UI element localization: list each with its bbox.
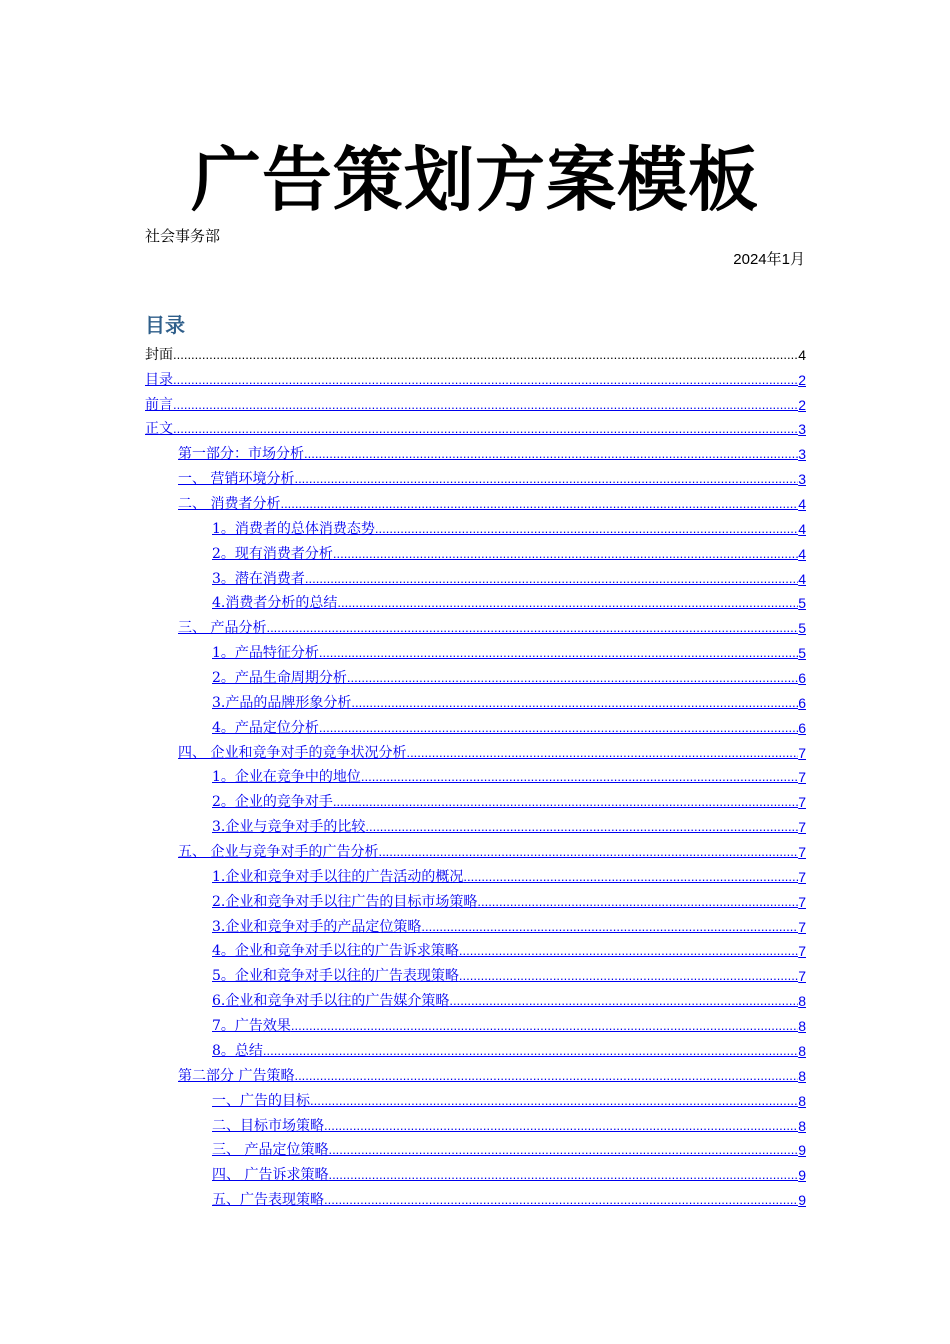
- toc-item: [145, 1011, 806, 1036]
- toc-dot-leader: [263, 1041, 798, 1061]
- toc-dot-leader: [310, 1091, 798, 1111]
- toc-entry-text: 7。广告效果: [212, 1018, 291, 1035]
- toc-dot-leader: [291, 1016, 798, 1036]
- toc-entry-text: 四、 企业和竞争对手的竞争状况分析: [178, 744, 407, 761]
- toc-entry-link[interactable]: [145, 1011, 806, 1036]
- toc-dot-leader: [337, 593, 798, 613]
- toc-page-number: 6: [798, 670, 806, 687]
- toc-entry-link[interactable]: [145, 1111, 806, 1136]
- toc-item: [145, 390, 806, 415]
- toc-item: [145, 763, 806, 788]
- toc-page-number: 8: [798, 1117, 806, 1134]
- toc-entry-text: 一、 营销环境分析: [178, 471, 295, 488]
- document-date: 2024年1月: [733, 251, 805, 268]
- toc-entry-text: 3.产品的品牌形象分析: [212, 694, 352, 711]
- toc-entry-link: [145, 340, 806, 365]
- toc-dot-leader: [351, 693, 798, 713]
- toc-item: [145, 1160, 806, 1185]
- toc-item: [145, 464, 806, 489]
- toc-entry-link[interactable]: [145, 961, 806, 986]
- toc-item: [145, 638, 806, 663]
- toc-item: [145, 539, 806, 564]
- toc-entry-text: 1.企业和竞争对手以往的广告活动的概况: [212, 868, 464, 885]
- toc-entry-link[interactable]: [145, 763, 806, 788]
- toc-dot-leader: [406, 743, 798, 763]
- toc-page-number: 6: [798, 694, 806, 711]
- toc-entry-text: 一、广告的目标: [212, 1092, 310, 1109]
- toc-entry-text: 2.企业和竞争对手以往广告的目标市场策略: [212, 893, 478, 910]
- toc-entry-text: 二、目标市场策略: [212, 1117, 324, 1134]
- toc-entry-text: 3。潜在消费者: [212, 570, 305, 587]
- toc-dot-leader: [294, 469, 798, 489]
- toc-item: [145, 564, 806, 589]
- toc-page-number: 4: [798, 346, 806, 363]
- toc-page-number: 8: [798, 1092, 806, 1109]
- toc-entry-link[interactable]: [145, 489, 806, 514]
- toc-item: [145, 340, 806, 365]
- toc-dot-leader: [305, 569, 798, 589]
- toc-item: [145, 439, 806, 464]
- toc-page-number: 9: [798, 1142, 806, 1159]
- toc-entry-text: 1。产品特征分析: [212, 645, 319, 662]
- toc-item: [145, 738, 806, 763]
- toc-entry-text: 6.企业和竞争对手以往的广告媒介策略: [212, 993, 450, 1010]
- toc-page-number: 7: [798, 968, 806, 985]
- toc-dot-leader: [421, 917, 798, 937]
- toc-item: [145, 787, 806, 812]
- toc-entry-link[interactable]: [145, 638, 806, 663]
- toc-item: [145, 986, 806, 1011]
- toc-dot-leader: [333, 544, 798, 564]
- toc-page-number: 8: [798, 993, 806, 1010]
- toc-page-number: 3: [798, 471, 806, 488]
- toc-entry-link[interactable]: [145, 1136, 806, 1161]
- toc-entry-link[interactable]: [145, 365, 806, 390]
- toc-dot-leader: [328, 1165, 798, 1185]
- toc-entry-link[interactable]: [145, 390, 806, 415]
- toc-page-number: 7: [798, 744, 806, 761]
- toc-entry-link[interactable]: [145, 837, 806, 862]
- toc-entry-link[interactable]: [145, 514, 806, 539]
- toc-entry-text: 目录: [145, 371, 173, 388]
- toc-entry-link[interactable]: [145, 887, 806, 912]
- toc-item: [145, 489, 806, 514]
- toc-dot-leader: [173, 345, 798, 365]
- toc-entry-text: 5。企业和竞争对手以往的广告表现策略: [212, 968, 459, 985]
- toc-item: [145, 688, 806, 713]
- table-of-contents: [145, 340, 806, 1210]
- toc-dot-leader: [333, 792, 798, 812]
- toc-entry-text: 五、广告表现策略: [212, 1192, 324, 1209]
- toc-dot-leader: [361, 767, 798, 787]
- department-name: 社会事务部: [145, 227, 221, 245]
- toc-entry-link[interactable]: [145, 1061, 806, 1086]
- toc-page-number: 9: [798, 1192, 806, 1209]
- toc-entry-link[interactable]: [145, 564, 806, 589]
- toc-item: [145, 1036, 806, 1061]
- toc-dot-leader: [378, 842, 798, 862]
- toc-item: [145, 1111, 806, 1136]
- toc-dot-leader: [459, 941, 798, 961]
- toc-item: [145, 713, 806, 738]
- toc-entry-link[interactable]: [145, 1185, 806, 1210]
- toc-dot-leader: [266, 618, 798, 638]
- toc-page-number: 5: [798, 645, 806, 662]
- toc-entry-link[interactable]: [145, 1086, 806, 1111]
- toc-entry-text: 封面: [145, 346, 173, 363]
- toc-page-number: 7: [798, 844, 806, 861]
- toc-entry-link[interactable]: [145, 713, 806, 738]
- toc-dot-leader: [463, 867, 798, 887]
- toc-entry-link[interactable]: [145, 912, 806, 937]
- toc-dot-leader: [477, 892, 798, 912]
- toc-entry-text: 2。企业的竞争对手: [212, 794, 333, 811]
- toc-entry-link[interactable]: [145, 688, 806, 713]
- toc-page-number: 7: [798, 893, 806, 910]
- toc-page-number: 8: [798, 1018, 806, 1035]
- toc-item: [145, 1061, 806, 1086]
- toc-dot-leader: [328, 1140, 798, 1160]
- toc-page-number: 2: [798, 371, 806, 388]
- toc-entry-text: 三、 产品分析: [178, 620, 267, 637]
- toc-page-number: 4: [798, 496, 806, 513]
- toc-entry-text: 第一部分：市场分析: [178, 446, 304, 463]
- toc-entry-text: 2。现有消费者分析: [212, 545, 333, 562]
- toc-item: [145, 887, 806, 912]
- toc-entry-text: 1。企业在竞争中的地位: [212, 769, 361, 786]
- toc-dot-leader: [324, 1190, 798, 1210]
- toc-item: [145, 1086, 806, 1111]
- toc-dot-leader: [449, 991, 798, 1011]
- toc-entry-link[interactable]: [145, 787, 806, 812]
- toc-page-number: 3: [798, 446, 806, 463]
- toc-dot-leader: [375, 519, 798, 539]
- toc-item: [145, 937, 806, 962]
- toc-entry-text: 3.企业和竞争对手的产品定位策略: [212, 918, 422, 935]
- toc-page-number: 7: [798, 769, 806, 786]
- toc-entry-text: 4。企业和竞争对手以往的广告诉求策略: [212, 943, 459, 960]
- toc-entry-link[interactable]: [145, 986, 806, 1011]
- toc-entry-link[interactable]: [145, 1160, 806, 1185]
- toc-entry-text: 第二部分 广告策略: [178, 1067, 295, 1084]
- toc-entry-link[interactable]: [145, 589, 806, 614]
- toc-page-number: 6: [798, 719, 806, 736]
- toc-page-number: 2: [798, 396, 806, 413]
- toc-dot-leader: [319, 718, 798, 738]
- toc-entry-text: 3.企业与竞争对手的比较: [212, 819, 366, 836]
- toc-item: [145, 514, 806, 539]
- toc-item: [145, 837, 806, 862]
- toc-entry-link[interactable]: [145, 937, 806, 962]
- toc-heading: 目录: [145, 313, 185, 337]
- toc-page-number: 5: [798, 620, 806, 637]
- toc-page-number: 7: [798, 868, 806, 885]
- toc-entry-link[interactable]: [145, 464, 806, 489]
- toc-item: [145, 1185, 806, 1210]
- toc-page-number: 9: [798, 1167, 806, 1184]
- toc-page-number: 8: [798, 1067, 806, 1084]
- toc-page-number: 7: [798, 918, 806, 935]
- toc-entry-text: 2。产品生命周期分析: [212, 670, 347, 687]
- toc-dot-leader: [324, 1116, 798, 1136]
- toc-entry-link[interactable]: [145, 862, 806, 887]
- toc-dot-leader: [319, 643, 798, 663]
- toc-entry-link[interactable]: [145, 439, 806, 464]
- toc-dot-leader: [365, 817, 798, 837]
- toc-item: [145, 415, 806, 440]
- toc-entry-text: 4.消费者分析的总结: [212, 595, 338, 612]
- toc-entry-link[interactable]: [145, 812, 806, 837]
- toc-entry-text: 五、 企业与竞争对手的广告分析: [178, 844, 379, 861]
- toc-item: [145, 589, 806, 614]
- toc-entry-link[interactable]: [145, 415, 806, 440]
- toc-page-number: 8: [798, 1042, 806, 1059]
- toc-entry-text: 4。产品定位分析: [212, 719, 319, 736]
- toc-item: [145, 1136, 806, 1161]
- toc-dot-leader: [173, 395, 798, 415]
- toc-page-number: 3: [798, 421, 806, 438]
- toc-item: [145, 812, 806, 837]
- toc-entry-text: 正文: [145, 421, 173, 438]
- toc-entry-link[interactable]: [145, 613, 806, 638]
- toc-page-number: 7: [798, 819, 806, 836]
- toc-item: [145, 663, 806, 688]
- toc-item: [145, 365, 806, 390]
- toc-page-number: 4: [798, 520, 806, 537]
- toc-dot-leader: [304, 444, 798, 464]
- document-title: 广告策划方案模板: [191, 139, 759, 221]
- toc-entry-text: 二、 消费者分析: [178, 496, 281, 513]
- toc-page-number: 7: [798, 794, 806, 811]
- toc-entry-link[interactable]: [145, 663, 806, 688]
- toc-dot-leader: [347, 668, 798, 688]
- toc-page-number: 7: [798, 943, 806, 960]
- toc-entry-text: 前言: [145, 396, 173, 413]
- toc-item: [145, 912, 806, 937]
- toc-page-number: 4: [798, 570, 806, 587]
- toc-dot-leader: [173, 419, 798, 439]
- toc-entry-link[interactable]: [145, 1036, 806, 1061]
- toc-item: [145, 613, 806, 638]
- toc-dot-leader: [173, 370, 798, 390]
- toc-dot-leader: [280, 494, 798, 514]
- toc-entry-text: 8。总结: [212, 1042, 263, 1059]
- toc-entry-link[interactable]: [145, 738, 806, 763]
- toc-page-number: 5: [798, 595, 806, 612]
- toc-entry-link[interactable]: [145, 539, 806, 564]
- toc-entry-text: 三、 产品定位策略: [212, 1142, 329, 1159]
- toc-page-number: 4: [798, 545, 806, 562]
- toc-entry-text: 四、 广告诉求策略: [212, 1167, 329, 1184]
- toc-item: [145, 961, 806, 986]
- toc-dot-leader: [294, 1066, 798, 1086]
- toc-entry-text: 1。消费者的总体消费态势: [212, 520, 375, 537]
- toc-dot-leader: [459, 966, 798, 986]
- toc-item: [145, 862, 806, 887]
